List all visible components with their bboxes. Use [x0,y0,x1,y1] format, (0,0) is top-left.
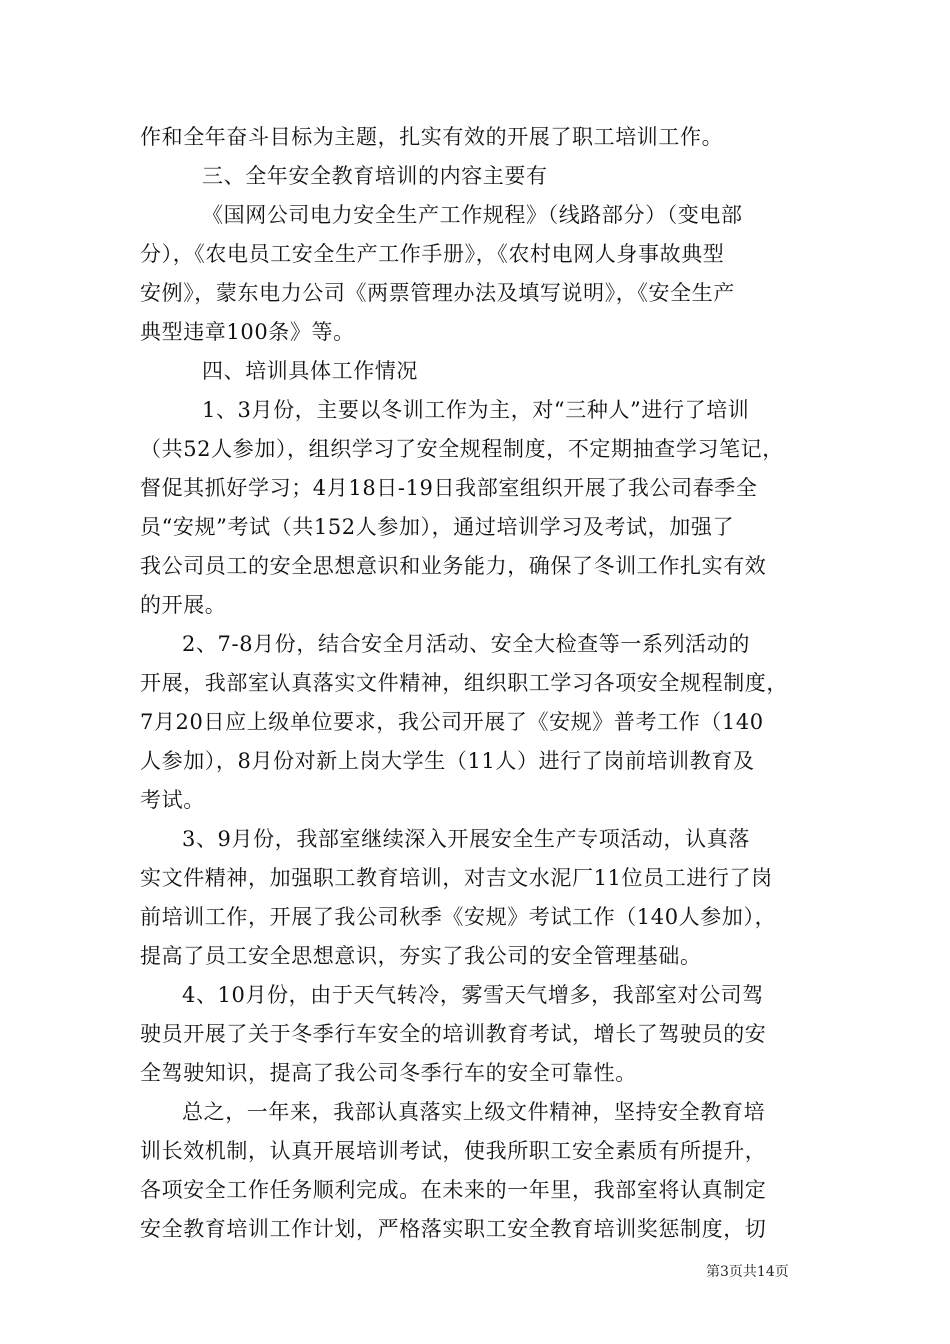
body-line: 安例》，蒙东电力公司《两票管理办法及填写说明》，《安全生产 [140,281,735,305]
body-line: 安全教育培训工作计划，严格落实职工安全教育培训奖惩制度，切 [140,1217,767,1241]
body-line: 4、10月份，由于天气转冷，雾雪天气增多，我部室对公司驾 [182,983,764,1007]
section-heading: 四、培训具体工作情况 [202,359,418,383]
body-line: 《国网公司电力安全生产工作规程》（线路部分）（变电部 [202,203,743,227]
body-line: 的开展。 [140,593,227,617]
body-line: 前培训工作，开展了我公司秋季《安规》考试工作（140人参加）， [140,905,777,929]
body-line: 驶员开展了关于冬季行车安全的培训教育考试，增长了驾驶员的安 [140,1022,767,1046]
body-line: 2、7-8月份，结合安全月活动、安全大检查等一系列活动的 [182,632,750,656]
body-line: 总之，一年来，我部认真落实上级文件精神，坚持安全教育培 [182,1100,766,1124]
body-line: 3、9月份，我部室继续深入开展安全生产专项活动，认真落 [182,827,750,851]
body-line: 实文件精神，加强职工教育培训，对吉文水泥厂11位员工进行了岗 [140,866,773,890]
body-line: 开展，我部室认真落实文件精神，组织职工学习各项安全规程制度， [140,671,788,695]
body-line: 作和全年奋斗目标为主题，扎实有效的开展了职工培训工作。 [140,125,724,149]
document-body [140,118,815,1249]
body-line: 员“安规”考试（共152人参加），通过培训学习及考试，加强了 [140,515,735,539]
body-line: （共52人参加），组织学习了安全规程制度，不定期抽查学习笔记， [140,437,784,461]
body-line: 典型违章100条》等。 [140,320,355,344]
body-line: 分），《农电员工安全生产工作手册》，《农村电网人身事故典型 [140,242,725,266]
body-line: 提高了员工安全思想意识，夯实了我公司的安全管理基础。 [140,944,702,968]
body-line: 各项安全工作任务顺利完成。在未来的一年里，我部室将认真制定 [140,1178,767,1202]
body-line: 督促其抓好学习；4月18日-19日我部室组织开展了我公司春季全 [140,476,758,500]
body-line: 1、3月份，主要以冬训工作为主，对“三种人”进行了培训 [202,398,750,422]
body-line: 我公司员工的安全思想意识和业务能力，确保了冬训工作扎实有效 [140,554,767,578]
body-line: 全驾驶知识，提高了我公司冬季行车的安全可靠性。 [140,1061,637,1085]
page-number: 第3页共14页 [706,1264,789,1280]
body-line: 人参加），8月份对新上岗大学生（11人）进行了岗前培训教育及 [140,749,755,773]
body-line: 训长效机制，认真开展培训考试，使我所职工安全素质有所提升， [140,1139,767,1163]
body-line: 7月20日应上级单位要求，我公司开展了《安规》普考工作（140 [140,710,764,734]
section-heading: 三、全年安全教育培训的内容主要有 [202,164,548,188]
body-line: 考试。 [140,788,205,812]
